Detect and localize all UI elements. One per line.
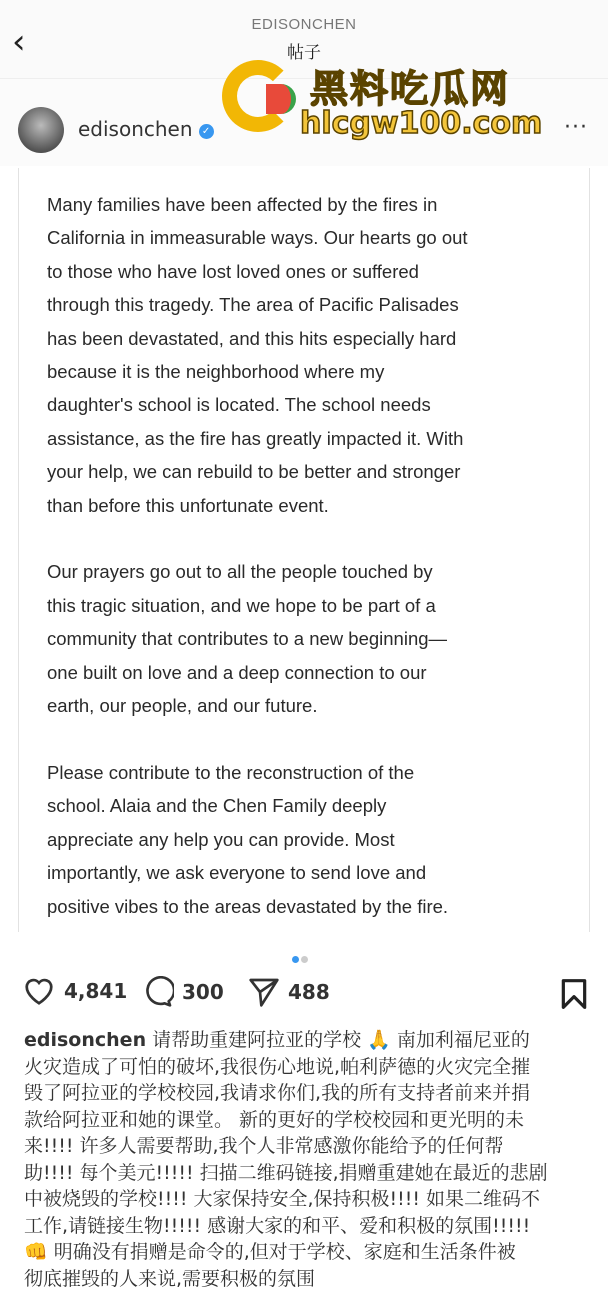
- caption-line: 火灾造成了可怕的破坏,我很伤心地说,帕利萨德的火灾完全摧: [24, 1054, 594, 1081]
- post-paragraph: [47, 188, 468, 522]
- carousel-dot: [301, 956, 308, 963]
- caption-line: 助!!!! 每个美元!!!!! 扫描二维码链接,捐赠重建她在最近的悲剧: [24, 1160, 594, 1187]
- bookmark-icon: [560, 978, 588, 1010]
- watermark-text: 黑料吃瓜网: [310, 58, 510, 113]
- text-line: appreciate any help you can provide. Most: [47, 823, 468, 856]
- text-line: California in immeasurable ways. Our hearts go out: [47, 221, 468, 254]
- avatar[interactable]: [18, 107, 64, 153]
- post-header: [0, 78, 608, 166]
- text-line: Many families have been affected by the fires in: [47, 188, 468, 221]
- shares-count: 488: [288, 980, 330, 1004]
- post-image[interactable]: [18, 168, 590, 932]
- like-button[interactable]: [22, 976, 127, 1006]
- post-paragraph: [47, 756, 468, 923]
- text-line: importantly, we ask everyone to send love and: [47, 856, 468, 889]
- caption-line: 👊 明确没有捐赠是命令的,但对于学校、家庭和生活条件被: [24, 1239, 594, 1266]
- action-bar: [22, 976, 588, 1012]
- save-button[interactable]: [560, 978, 588, 1015]
- caption: [24, 1027, 594, 1292]
- carousel-dot-active: [292, 956, 299, 963]
- page-title: 帖子: [0, 38, 608, 63]
- top-bar: [0, 0, 608, 78]
- heart-icon: [22, 976, 56, 1006]
- watermark-url: hlcgw100.com: [300, 106, 542, 141]
- comments-count: 300: [182, 980, 224, 1004]
- caption-line: 毁了阿拉亚的学校校园,我请求你们,我的所有支持者前来并捐: [24, 1080, 594, 1107]
- caption-line: 彻底摧毁的人来说,需要积极的氛围: [24, 1266, 594, 1292]
- username-text: edisonchen: [78, 117, 193, 141]
- caption-line: 工作,请链接生物!!!!! 感谢大家的和平、爱和积极的氛围!!!!!: [24, 1213, 594, 1240]
- caption-username[interactable]: edisonchen: [24, 1029, 146, 1051]
- text-line: Our prayers go out to all the people touched by: [47, 555, 468, 588]
- share-button[interactable]: [248, 976, 330, 1008]
- text-line: than before this unfortunate event.: [47, 489, 468, 522]
- text-line: Please contribute to the reconstruction of the: [47, 756, 468, 789]
- text-line: to those who have lost loved ones or suffered: [47, 255, 468, 288]
- post-username[interactable]: [78, 117, 214, 141]
- text-line: school. Alaia and the Chen Family deeply: [47, 789, 468, 822]
- text-line: your help, we can rebuild to be better and stronger: [47, 455, 468, 488]
- carousel-indicator: [292, 948, 310, 967]
- text-line: through this tragedy. The area of Pacific Palisades: [47, 288, 468, 321]
- text-line: daughter's school is located. The school needs: [47, 388, 468, 421]
- text-line: this tragic situation, and we hope to be part of a: [47, 589, 468, 622]
- text-line: has been devastated, and this hits especially hard: [47, 322, 468, 355]
- post-paragraph: [47, 555, 468, 722]
- text-line: because it is the neighborhood where my: [47, 355, 468, 388]
- back-arrow-icon[interactable]: ‹: [12, 22, 26, 62]
- more-options-icon[interactable]: ···: [564, 115, 588, 140]
- header-username: EDISONCHEN: [0, 16, 608, 33]
- verified-badge-icon: ✓: [199, 124, 214, 139]
- comment-icon: [142, 976, 174, 1008]
- post-image-text: [47, 188, 468, 956]
- text-line: assistance, as the fire has greatly impacted it. With: [47, 422, 468, 455]
- caption-line: 中被烧毁的学校!!!! 大家保持安全,保持积极!!!! 如果二维码不: [24, 1186, 594, 1213]
- caption-first-line: 请帮助重建阿拉亚的学校 🙏 南加利福尼亚的: [146, 1029, 530, 1051]
- caption-line: 来!!!! 许多人需要帮助,我个人非常感激你能给予的任何帮: [24, 1133, 594, 1160]
- likes-count: 4,841: [64, 979, 127, 1003]
- text-line: community that contributes to a new beginning—: [47, 622, 468, 655]
- caption-line: 款给阿拉亚和她的课堂。 新的更好的学校校园和更光明的未: [24, 1107, 594, 1134]
- comment-button[interactable]: [142, 976, 224, 1008]
- text-line: positive vibes to the areas devastated by the fire.: [47, 890, 468, 923]
- text-line: earth, our people, and our future.: [47, 689, 468, 722]
- send-icon: [248, 976, 280, 1008]
- text-line: one built on love and a deep connection to our: [47, 656, 468, 689]
